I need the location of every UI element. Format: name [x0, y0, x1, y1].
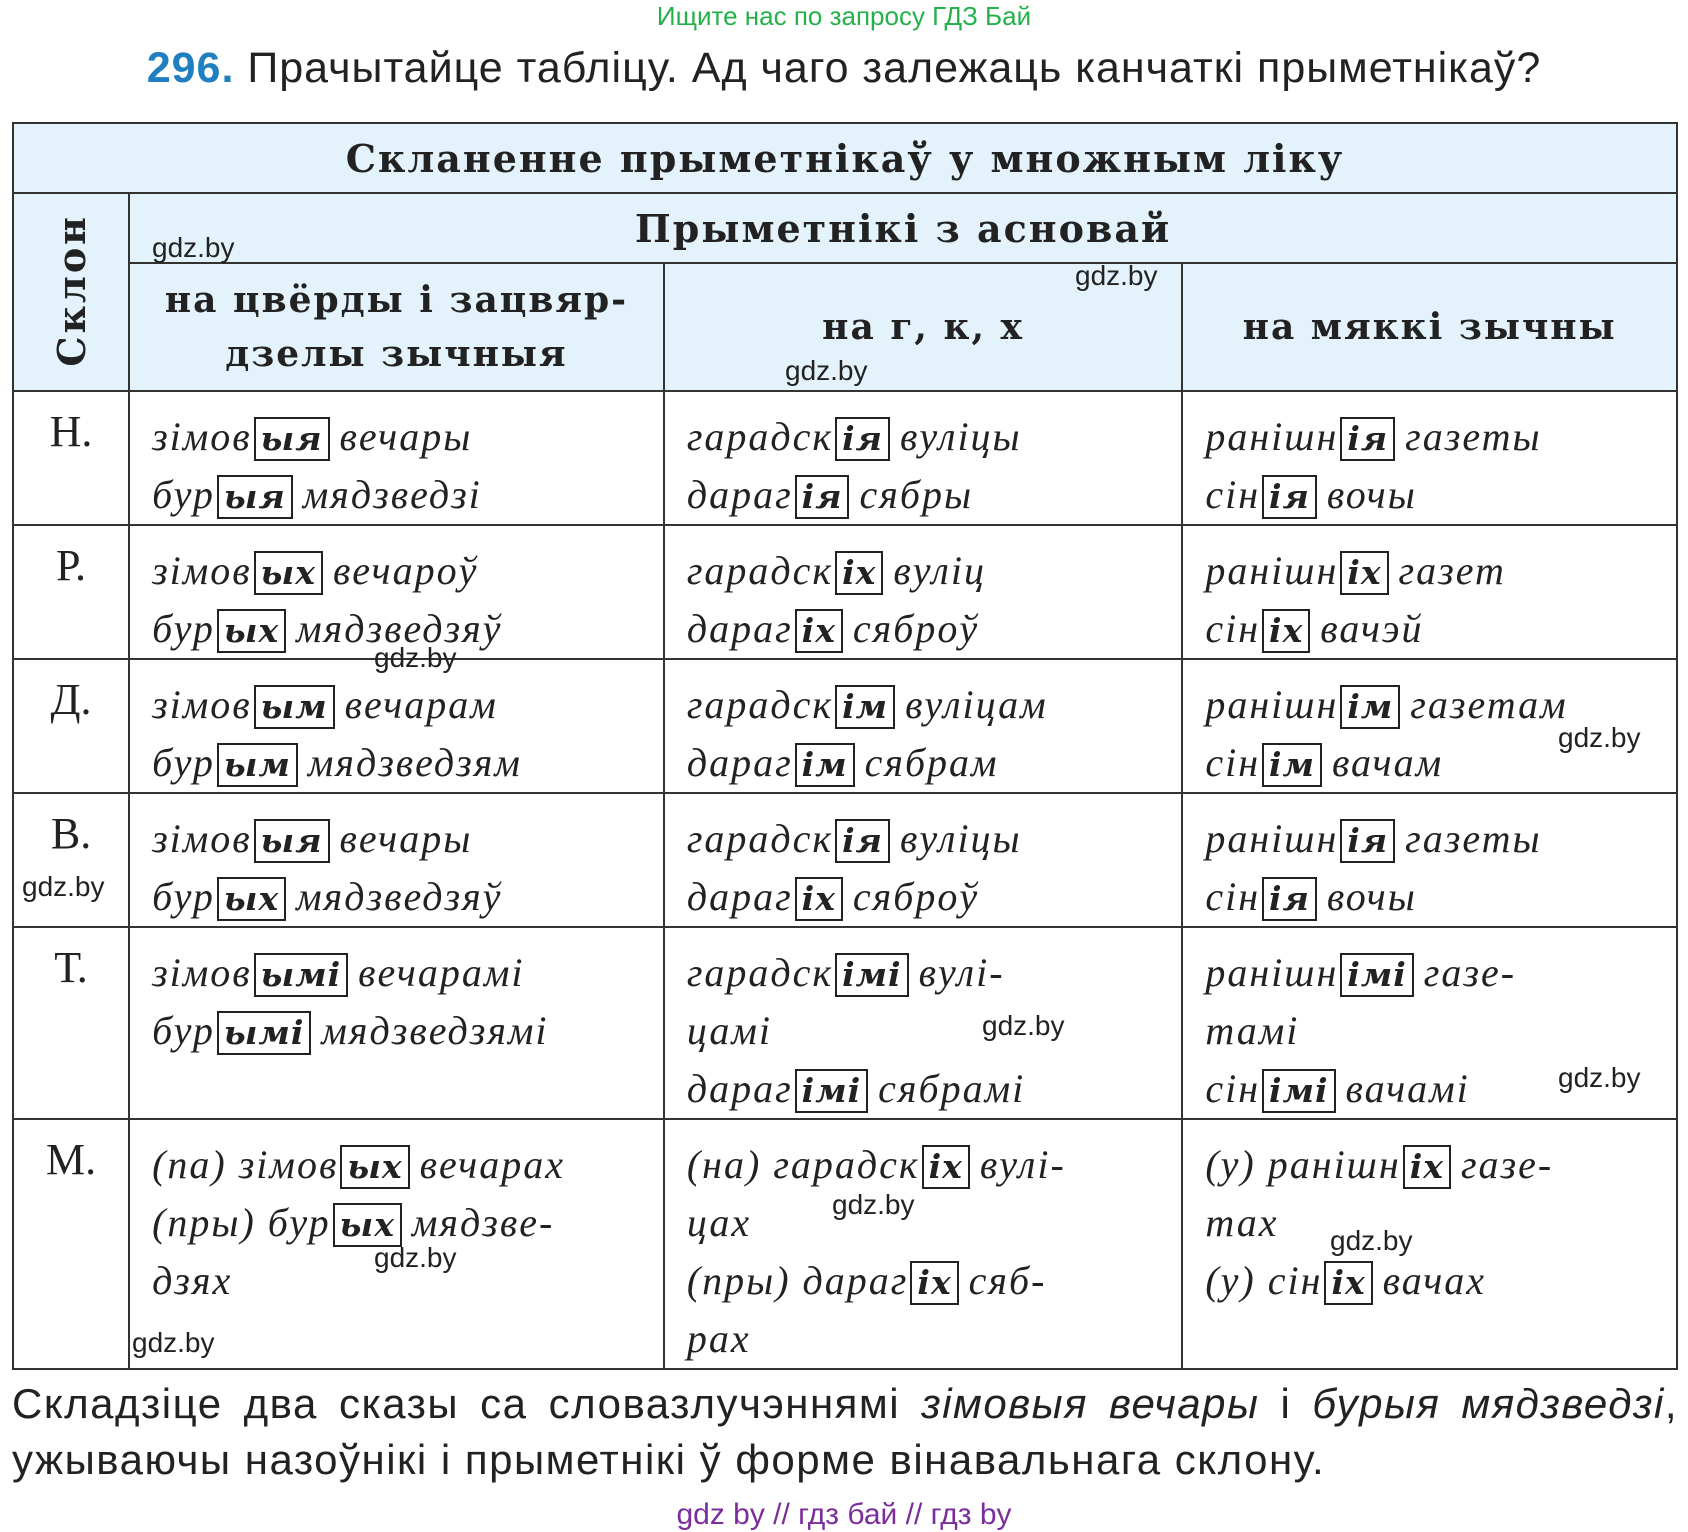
example-line [687, 676, 1182, 734]
word-stem: гарадск [686, 548, 834, 593]
word-stem: ранішн [1205, 682, 1339, 727]
example-cell [1182, 793, 1677, 927]
example-cell [129, 927, 664, 1119]
ending-box: ыя [217, 475, 293, 519]
word-stem: зімов [152, 548, 252, 593]
word-stem: сін [1205, 874, 1261, 919]
noun-word: вечары [339, 816, 473, 861]
table-row [13, 659, 1677, 793]
table-row [13, 793, 1677, 927]
word-stem: бур [152, 1008, 215, 1053]
example-line [1205, 542, 1676, 600]
column-header-line: дзелы зычныя [225, 333, 568, 375]
watermark: gdz.by [374, 1242, 457, 1273]
word-stem: (у) сін [1205, 1258, 1323, 1303]
table-row [13, 525, 1677, 659]
assignment-text [12, 1376, 1678, 1488]
noun-word: сяброў [852, 874, 980, 919]
ending-box: іх [795, 877, 843, 921]
word-stem: зімов [152, 682, 252, 727]
example-line [687, 868, 1182, 926]
word-stem: бур [152, 874, 215, 919]
noun-word: газе- [1460, 1142, 1554, 1187]
noun-word: вуліцы [899, 816, 1022, 861]
ending-box: ых [217, 609, 286, 653]
ending-box: ых [333, 1203, 402, 1247]
column-header [1182, 263, 1677, 391]
ending-box: імі [1340, 953, 1413, 997]
assignment-part3: , ужываючы назоўнікі і прыметнікі ў форме вінавальнага склону. [12, 1380, 1679, 1483]
example-line [687, 466, 1182, 524]
noun-word: вочы [1326, 874, 1417, 919]
example-line [152, 542, 663, 600]
noun-word: мядзведзямі [321, 1008, 549, 1053]
noun-word: вочы [1326, 472, 1417, 517]
phrase-1: зімовыя вечары [921, 1380, 1260, 1427]
example-cell [664, 391, 1183, 525]
example-cell [664, 525, 1183, 659]
ending-box: ім [835, 685, 895, 729]
case-label: Т. [13, 927, 129, 1119]
noun-word: мядзведзяў [296, 874, 503, 919]
column-header-line: на мяккі зычны [1242, 306, 1617, 348]
ending-box: ым [217, 743, 298, 787]
noun-word: вечары [339, 414, 473, 459]
noun-word: вечарамі [358, 950, 525, 995]
example-cell [664, 1119, 1183, 1369]
example-cell [664, 927, 1183, 1119]
example-line [687, 1310, 1182, 1368]
ending-box: іх [795, 609, 843, 653]
case-label: М. [13, 1119, 129, 1369]
word-stem: цамі [686, 1008, 772, 1053]
sklon-header-cell [13, 193, 129, 391]
ending-box: ымі [217, 1011, 312, 1055]
case-label: Д. [13, 659, 129, 793]
example-line [1205, 810, 1676, 868]
word-stem: гарадск [686, 816, 834, 861]
ending-box: ім [1262, 743, 1322, 787]
ending-box: ых [217, 877, 286, 921]
word-stem: (на) гарадск [686, 1142, 920, 1187]
case-label: Н. [13, 391, 129, 525]
ending-box: ымі [254, 953, 349, 997]
ending-box: іх [1262, 609, 1310, 653]
noun-word: мядзведзяў [296, 606, 503, 651]
example-line [1205, 408, 1676, 466]
ending-box: імі [795, 1069, 868, 1113]
word-stem: сін [1205, 472, 1261, 517]
ending-box: ых [254, 551, 323, 595]
watermark: gdz.by [982, 1010, 1065, 1041]
noun-word: вачамі [1345, 1066, 1470, 1111]
word-stem: (пры) дараг [686, 1258, 909, 1303]
noun-word: газеты [1405, 816, 1542, 861]
example-line [152, 944, 663, 1002]
word-stem: дараг [686, 606, 793, 651]
noun-word: вуліцы [899, 414, 1022, 459]
noun-word: сяброў [852, 606, 980, 651]
word-stem: ранішн [1205, 548, 1339, 593]
example-line [687, 600, 1182, 658]
example-line [1205, 1136, 1676, 1194]
word-stem: гарадск [686, 414, 834, 459]
task-heading [0, 44, 1688, 93]
noun-word: вачах [1382, 1258, 1487, 1303]
noun-word: мядзве- [411, 1200, 555, 1245]
example-line [152, 466, 663, 524]
example-line [1205, 1252, 1676, 1310]
noun-word: вечарах [419, 1142, 566, 1187]
word-stem: дараг [686, 1066, 793, 1111]
case-label: Р. [13, 525, 129, 659]
word-stem: (па) зімов [152, 1142, 339, 1187]
example-cell [1182, 1119, 1677, 1369]
noun-word: вечароў [332, 548, 479, 593]
noun-word: мядзведзям [307, 740, 522, 785]
word-stem: цах [686, 1200, 752, 1245]
word-stem: сін [1205, 740, 1261, 785]
word-stem: зімов [152, 816, 252, 861]
ending-box: іх [1403, 1145, 1451, 1189]
word-stem: ранішн [1205, 816, 1339, 861]
example-line [1205, 868, 1676, 926]
word-stem: рах [686, 1316, 751, 1361]
noun-word: газеты [1405, 414, 1542, 459]
column-header-line: на цвёрды і зацвяр- [164, 279, 629, 321]
word-stem: ранішн [1205, 414, 1339, 459]
example-cell [129, 793, 664, 927]
ending-box: іх [910, 1261, 958, 1305]
example-line [1205, 466, 1676, 524]
noun-word: сябрам [864, 740, 999, 785]
ending-box: ія [835, 819, 890, 863]
ending-box: іх [1324, 1261, 1372, 1305]
ending-box: ія [1340, 417, 1395, 461]
example-line [152, 734, 663, 792]
ending-box: іх [1340, 551, 1388, 595]
ending-box: іх [835, 551, 883, 595]
example-line [687, 810, 1182, 868]
example-line [1205, 944, 1676, 1002]
column-header-line: на г, к, х [822, 306, 1025, 348]
noun-word: сябрамі [878, 1066, 1026, 1111]
watermark: gdz.by [1330, 1225, 1413, 1256]
ending-box: ім [1340, 685, 1400, 729]
watermark: gdz.by [1558, 722, 1641, 753]
example-line [687, 1194, 1182, 1252]
watermark: gdz.by [832, 1189, 915, 1220]
word-stem: тах [1205, 1200, 1279, 1245]
example-line [687, 408, 1182, 466]
declension-table [12, 122, 1678, 1370]
table-title: Скланенне прыметнікаў у множным ліку [13, 123, 1677, 193]
example-cell [129, 525, 664, 659]
case-label: В. [13, 793, 129, 927]
example-line [1205, 600, 1676, 658]
noun-word: вулі- [979, 1142, 1066, 1187]
example-cell [129, 659, 664, 793]
example-line [1205, 1194, 1676, 1252]
word-stem: дзях [152, 1258, 233, 1303]
watermark: gdz.by [1558, 1062, 1641, 1093]
word-stem: сін [1205, 606, 1261, 651]
watermark: gdz.by [152, 232, 235, 263]
word-stem: (у) ранішн [1205, 1142, 1401, 1187]
noun-word: вуліцам [905, 682, 1048, 727]
ending-box: ім [795, 743, 855, 787]
watermark: gdz.by [1075, 260, 1158, 291]
noun-word: газетам [1410, 682, 1568, 727]
example-line [687, 1060, 1182, 1118]
word-stem: зімов [152, 414, 252, 459]
word-stem: бур [152, 606, 215, 651]
word-stem: (пры) бур [152, 1200, 331, 1245]
table-row [13, 391, 1677, 525]
example-line [1205, 1002, 1676, 1060]
column-header [129, 263, 664, 391]
ending-box: ыя [254, 417, 330, 461]
word-stem: дараг [686, 874, 793, 919]
word-stem: гарадск [686, 950, 834, 995]
bottom-links[interactable]: gdz by // гдз бай // гдз by [676, 1498, 1012, 1531]
assignment-part1: Складзіце два сказы са словазлучэннямі [12, 1380, 922, 1427]
ending-box: ыя [254, 819, 330, 863]
example-cell [664, 793, 1183, 927]
ending-box: ія [795, 475, 850, 519]
ending-box: іх [922, 1145, 970, 1189]
example-line [152, 1136, 663, 1194]
noun-word: сяб- [968, 1258, 1047, 1303]
ending-box: ым [254, 685, 335, 729]
word-stem: зімов [152, 950, 252, 995]
example-line [687, 1136, 1182, 1194]
word-stem: дараг [686, 740, 793, 785]
noun-word: мядзведзі [302, 472, 482, 517]
word-stem: дараг [686, 472, 793, 517]
noun-word: вечарам [344, 682, 498, 727]
word-stem: бур [152, 472, 215, 517]
example-line [152, 810, 663, 868]
example-line [687, 1002, 1182, 1060]
watermark: gdz.by [374, 642, 457, 673]
watermark: gdz.by [22, 871, 105, 902]
example-line [152, 408, 663, 466]
example-line [687, 1252, 1182, 1310]
example-line [152, 676, 663, 734]
ending-box: ія [835, 417, 890, 461]
task-number: 296. [146, 44, 235, 92]
task-text: Прачытайце табліцу. Ад чаго залежаць канчаткі прыметнікаў? [247, 44, 1542, 92]
example-cell [129, 391, 664, 525]
sklon-header: Склон [48, 213, 94, 367]
ending-box: ых [340, 1145, 409, 1189]
example-line [152, 1002, 663, 1060]
noun-word: газет [1398, 548, 1506, 593]
table-row [13, 927, 1677, 1119]
noun-word: вачам [1331, 740, 1444, 785]
assignment-part2: і [1259, 1380, 1313, 1427]
example-cell [1182, 391, 1677, 525]
ending-box: імі [1262, 1069, 1335, 1113]
word-stem: ранішн [1205, 950, 1339, 995]
noun-word: вуліц [893, 548, 986, 593]
example-line [687, 734, 1182, 792]
word-stem: бур [152, 740, 215, 785]
noun-word: газе- [1423, 950, 1517, 995]
top-banner[interactable]: Ищите нас по запросу ГДЗ Бай [656, 1, 1032, 31]
noun-word: вачэй [1320, 606, 1424, 651]
example-line [152, 868, 663, 926]
example-line [687, 944, 1182, 1002]
word-stem: гарадск [686, 682, 834, 727]
word-stem: сін [1205, 1066, 1261, 1111]
ending-box: імі [835, 953, 908, 997]
group-header: Прыметнікі з асновай [129, 193, 1677, 263]
ending-box: ія [1340, 819, 1395, 863]
example-cell [1182, 525, 1677, 659]
example-line [687, 542, 1182, 600]
watermark: gdz.by [785, 355, 868, 386]
word-stem: тамі [1205, 1008, 1300, 1053]
phrase-2: бурыя мядзведзі [1312, 1380, 1665, 1427]
noun-word: сябры [859, 472, 974, 517]
ending-box: ія [1262, 877, 1317, 921]
ending-box: ія [1262, 475, 1317, 519]
watermark: gdz.by [132, 1327, 215, 1358]
noun-word: вулі- [918, 950, 1005, 995]
example-cell [664, 659, 1183, 793]
table-row [13, 1119, 1677, 1369]
